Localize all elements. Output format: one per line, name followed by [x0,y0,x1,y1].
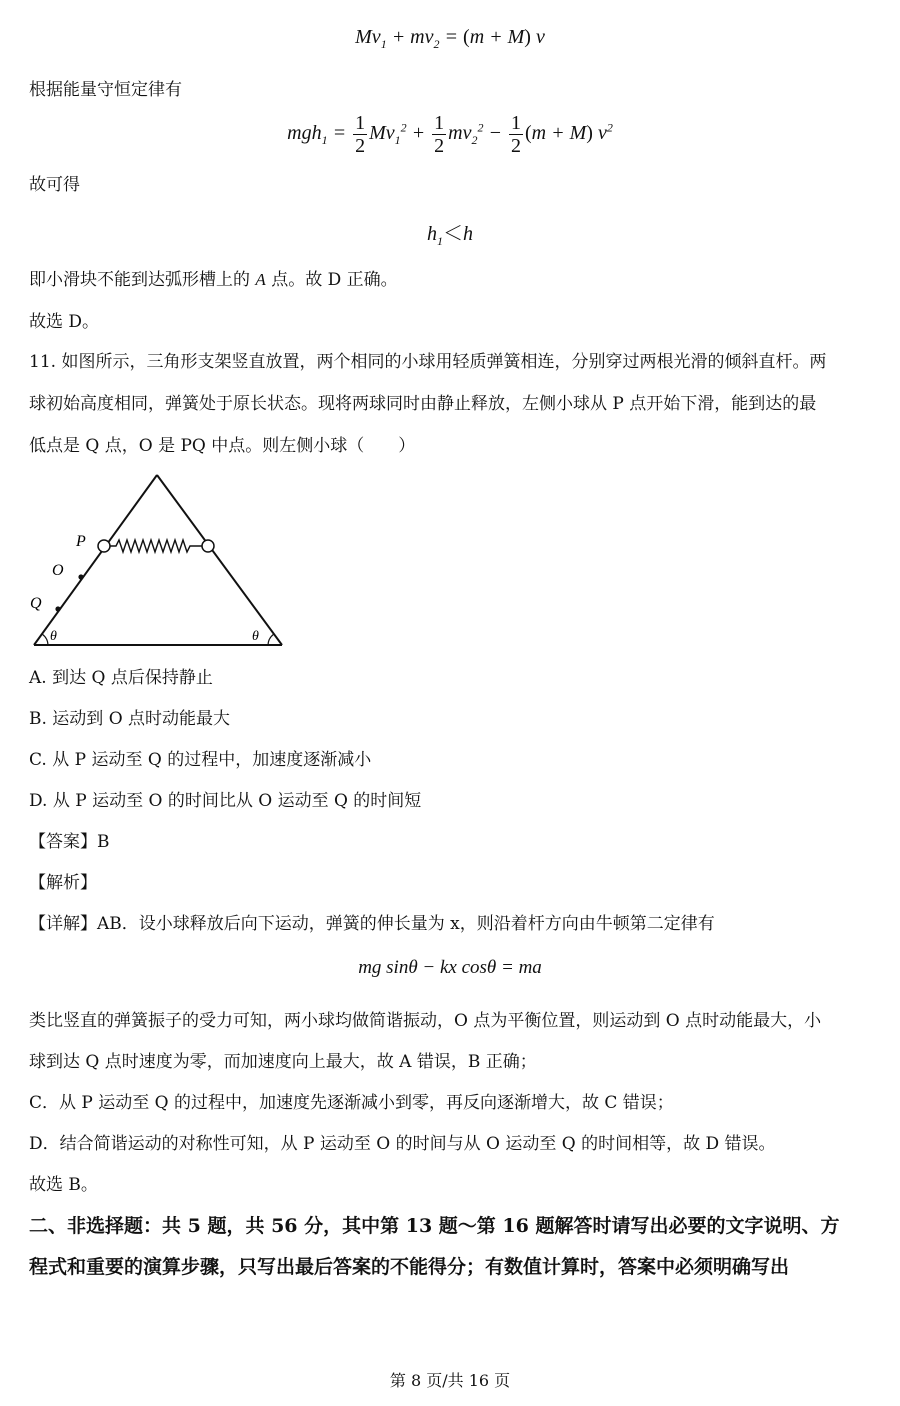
angle-right-label: θ [252,629,259,644]
right-angle-arc [268,634,274,645]
section2-line1: 二、非选择题：共 5 题，共 56 分，其中第 13 题～第 16 题解答时请写出必要的文字说明、方 [29,1215,840,1237]
spring [110,540,202,552]
para-c: C．从 P 运动至 Q 的过程中，加速度先逐渐减小到零，再反向逐渐增大，故 C 错误； [29,1093,674,1113]
point-a-label: A [255,270,266,289]
para1-line2: 球到达 Q 点时速度为零，而加速度向上最大，故 A 错误，B 正确； [29,1052,537,1072]
angle-left-label: θ [50,629,57,644]
option-c: C. 从 P 运动至 Q 的过程中，加速度逐渐减小 [29,750,372,770]
equation-energy: mgh$_1$ = $\frac{1}{2}$ $Mv_1^2$ + $\frac{1}{2}$ $mv_2^2$ − $\frac{1}{2}$ (m + M) $v^2$ [287,112,613,157]
para-d: D．结合简谐运动的对称性可知，从 P 运动至 O 的时间与从 O 运动至 Q 的时间相等，故 D 错误。 [29,1134,776,1154]
conclusion-line [29,268,398,292]
q11-line2: 球初始高度相同，弹簧处于原长状态。现将两球同时由静止释放，左侧小球从 P 点开始下滑，能到达的最 [29,394,817,414]
choose-b-line: 故选 B。 [29,1175,98,1195]
equation-newton: mg sinθ − kx cosθ = ma [358,957,542,978]
option-d: D. 从 P 运动至 O 的时间比从 O 运动至 Q 的时间短 [29,791,422,811]
label-o: O [52,562,64,579]
option-b: B. 运动到 O 点时动能最大 [29,709,231,729]
left-ball [98,540,110,552]
label-q: Q [30,595,42,612]
left-rod [34,475,157,645]
option-a: A. 到达 Q 点后保持静止 [29,668,213,688]
page-footer: 第 8 页/共 16 页 [389,1371,511,1390]
equation-momentum: $Mv_1 + mv_2 = (m + M)$ v [355,26,545,51]
left-angle-arc [42,634,48,645]
point-o-dot [78,574,83,579]
q11-line3: 低点是 Q 点，O 是 PQ 中点。则左侧小球（ ） [29,436,416,456]
conclusion-suffix: 点。故 D 正确。 [271,270,398,290]
answer-line: 【答案】B [29,832,110,852]
para1-line1: 类比竖直的弹簧振子的受力可知，两小球均做简谐振动，O 点为平衡位置，则运动到 O 点时动能最大，小 [29,1011,822,1031]
conclusion-prefix: 即小滑块不能到达弧形槽上的 [29,270,250,290]
intro-line: 根据能量守恒定律有 [29,80,182,100]
label-p: P [76,533,86,550]
section2-line2: 程式和重要的演算步骤，只写出最后答案的不能得分；有数值计算时，答案中必须明确写出 [29,1256,790,1278]
point-q-dot [55,606,60,611]
right-ball [202,540,214,552]
detail-line: 【详解】AB．设小球释放后向下运动，弹簧的伸长量为 x，则沿着杆方向由牛顿第二定律有 [29,914,715,934]
choose-d-line: 故选 D。 [29,312,100,332]
right-rod [157,475,282,645]
analysis-heading: 【解析】 [29,873,97,893]
triangle-support-figure [24,468,294,653]
q11-line1: 11. 如图所示，三角形支架竖直放置，两个相同的小球用轻质弹簧相连，分别穿过两根光滑的倾斜直杆。两 [29,352,827,372]
so-get-line: 故可得 [29,175,80,195]
equation-inequality: $h_1<h$ [427,223,473,248]
